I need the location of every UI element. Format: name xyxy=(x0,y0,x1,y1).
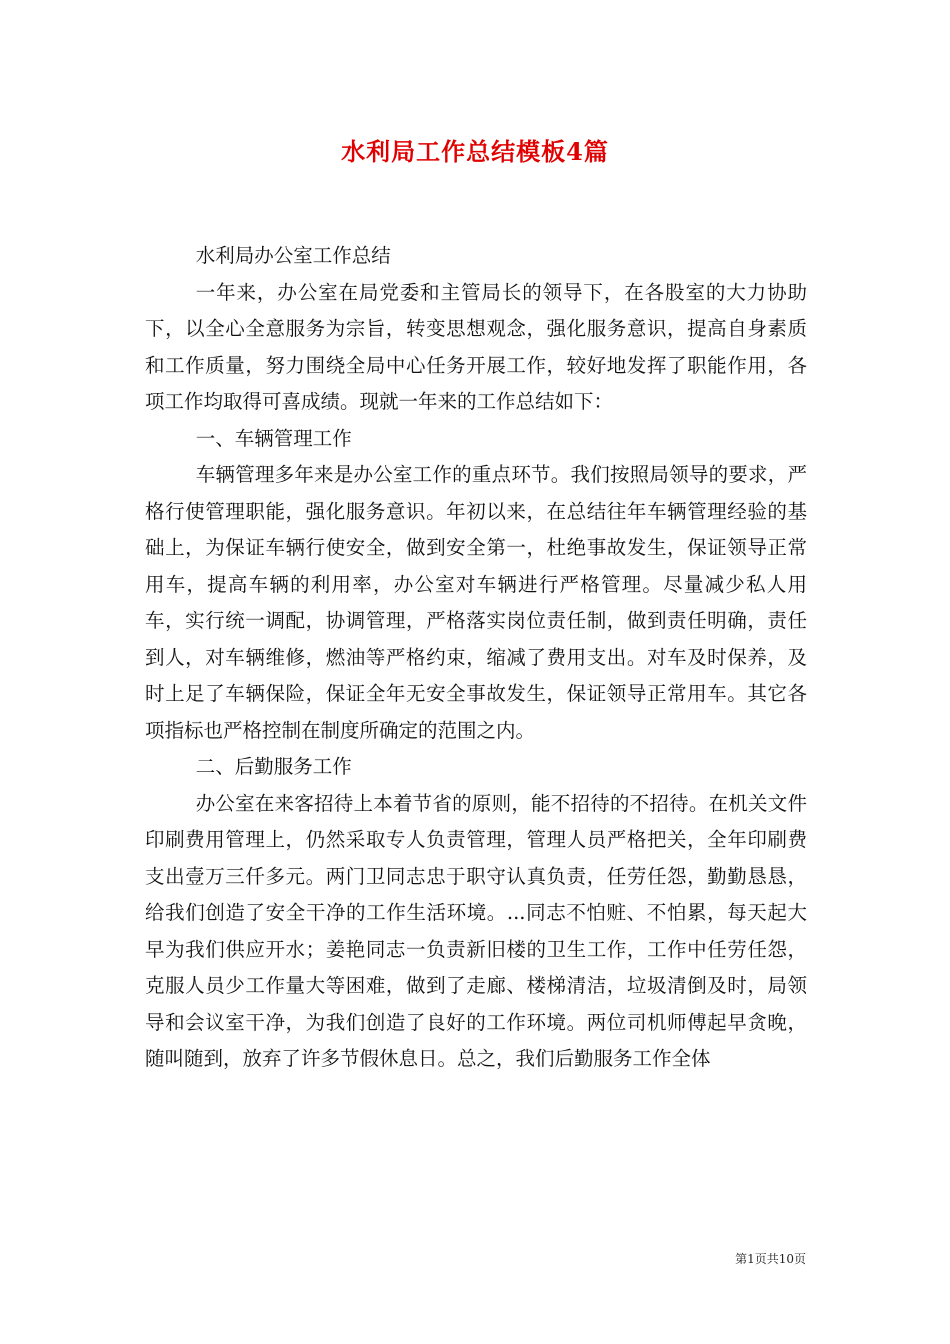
section-heading: 一、车辆管理工作 xyxy=(195,426,352,450)
document-body xyxy=(145,238,807,1078)
body-paragraph: 一年来，办公室在局党委和主管局长的领导下，在各股室的大力协助下，以全心全意服务为宗旨，转变思想观念，强化服务意识，提高自身素质和工作质量，努力围绕全局中心任务开展工作，较好地发挥了职能作用，各项工作均取得可喜成绩。现就一年来的工作总结如下： xyxy=(145,280,807,413)
section-heading: 水利局办公室工作总结 xyxy=(195,244,391,267)
document-title: 水利局工作总结模板4篇 xyxy=(341,137,609,166)
body-paragraph: 办公室在来客招待上本着节省的原则，能不招待的不招待。在机关文件印刷费用管理上，仍然采取专人负责管理，管理人员严格把关，全年印刷费支出壹万三仟多元。两门卫同志忠于职守认真负责，任劳任怨，勤勤恳恳，给我们创造了安全干净的工作生活环境。...同志不怕赃、不怕累，每天起大早为我们供应开水；姜艳同志一负责新旧楼的卫生工作，工作中任劳任怨，克服人员少工作量大等困难，做到了走廊、楼梯清洁，垃圾清倒及时，局领导和会议室干净，为我们创造了良好的工作环境。两位司机师傅起早贪晚，随叫随到，放弃了许多节假休息日。总之，我们后勤服务工作全体 xyxy=(145,791,807,1070)
section-heading: 二、后勤服务工作 xyxy=(195,755,352,778)
body-paragraph: 车辆管理多年来是办公室工作的重点环节。我们按照局领导的要求，严格行使管理职能，强化服务意识。年初以来，在总结往年车辆管理经验的基础上，为保证车辆行使安全，做到安全第一，杜绝事故发生，保证领导正常用车，提高车辆的利用率，办公室对车辆进行严格管理。尽量减少私人用车，实行统一调配，协调管理，严格落实岗位责任制，做到责任明确，责任到人，对车辆维修，燃油等严格约束，缩减了费用支出。对车及时保养，及时上足了车辆保险，保证全年无安全事故发生，保证领导正常用车。其它各项指标也严格控制在制度所确定的范围之内。 xyxy=(145,463,807,742)
page-number-footer: 第1页共10页 xyxy=(735,1252,806,1266)
